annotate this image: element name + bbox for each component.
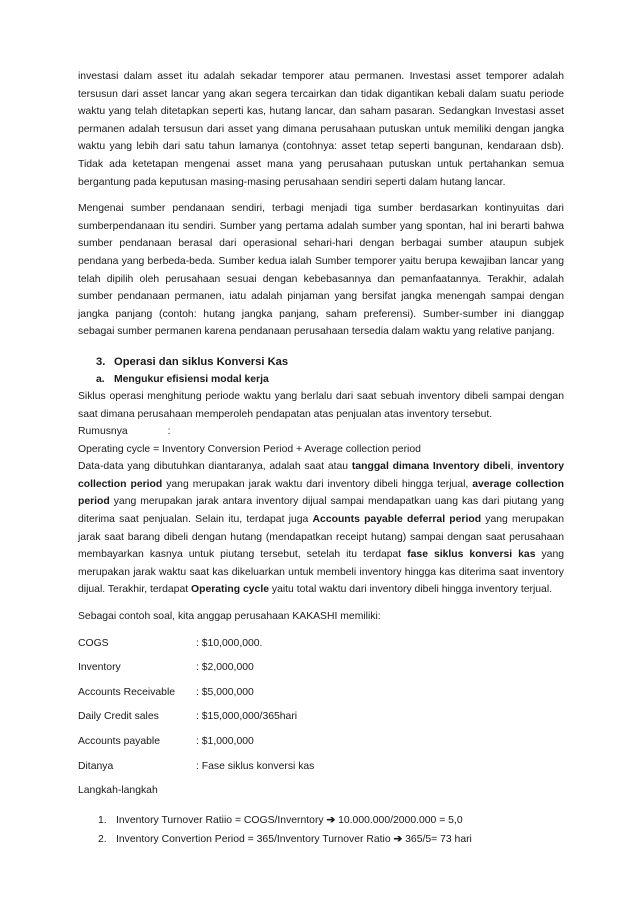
rumus-line — [78, 423, 564, 441]
example-row — [78, 708, 564, 726]
data-text-1: Data-data yang dibutuhkan diantaranya, adalah saat atau — [78, 461, 352, 473]
step-left: Inventory Convertion Period = 365/Inventory Turnover Ratio — [116, 834, 394, 846]
step-number: 1. — [98, 814, 107, 826]
example-row — [78, 733, 564, 751]
subsection-a-title: Mengukur efisiensi modal kerja — [114, 373, 269, 385]
example-key: COGS — [78, 637, 109, 649]
data-text-5: yang merupakan jarak saat barang dibeli dengan hutang (mendapatkan receipt hutang) sampai dengan saat perusahaan membayarkan kasnya untuk piutang tersebut, setelah itu terdapat — [78, 514, 564, 561]
example-key: Ditanya — [78, 760, 114, 772]
example-key: Accounts Receivable — [78, 686, 176, 698]
rumus-label: Rumusnya — [78, 426, 128, 438]
operating-cycle-formula: Operating cycle = Inventory Conversion Period + Average collection period — [78, 443, 421, 455]
example-row — [78, 758, 564, 776]
example-value: : $15,000,000/365hari — [196, 711, 298, 723]
data-bold-3: average collection period — [78, 478, 565, 508]
subsection-a-number: a. — [96, 373, 105, 385]
example-row — [78, 684, 564, 702]
data-text-6: yang merupakan jarak waktu saat kas dikeluarkan untuk membeli inventory hingga kas diterima saat inventory dijual. Terakhir, terdapat — [78, 549, 565, 596]
data-bold-4: Accounts payable deferral period — [312, 514, 482, 526]
example-key: Daily Credit sales — [78, 711, 159, 723]
example-value: : $10,000,000. — [196, 637, 263, 649]
data-text-3: yang merupakan jarak waktu dari inventory dibeli hingga terjual, — [162, 478, 473, 490]
steps-list — [78, 812, 564, 849]
data-text-2: , — [510, 461, 518, 473]
step-number: 2. — [98, 834, 107, 846]
example-values — [78, 635, 564, 776]
step-item — [98, 831, 564, 849]
data-description — [78, 458, 564, 599]
example-key: Accounts payable — [78, 736, 161, 747]
example-row — [78, 635, 564, 653]
step-right: 10.000.000/2000.000 = 5,0 — [335, 814, 463, 826]
example-value: : $5,000,000 — [196, 686, 254, 698]
step-item — [98, 812, 564, 830]
section-3-title: Operasi dan siklus Konversi Kas — [114, 355, 289, 368]
section-3-number: 3. — [96, 355, 106, 368]
paragraph-sumber-pendanaan: Mengenai sumber pendanaan sendiri, terbagi menjadi tiga sumber berdasarkan kontinyuitas dari sumberpendanaan itu sendiri. Sumber yang pertama adalah sumber yang spontan, hal ini berarti bahwa sumber pendanaan berasal dari operasional sehari-hari dengan berbagai sumber ataupun subjek pendana yang berbeda-beda. Sumber kedua ialah Sumber temporer yaitu berupa kewajiban lancar yang telah dipilih oleh perusahaan sesuai dengan kebebasannya dan pemanfaatannya. Terakhir, adalah sumber pendanaan permanen, iatu adalah pinjaman yang bersifat jangka menengah sampai dengan jangka panjang (contoh: hutang jangka panjang, saham preferensi). Sumber-sumber ini dianggap sebagai sumber permanen karena pendanaan perusahaan tersedia dalam waktu yang relative panjang. — [78, 203, 564, 338]
data-bold-5: fase siklus konversi kas — [407, 549, 536, 561]
example-key: Inventory — [78, 662, 121, 674]
subsection-a-heading — [78, 371, 564, 388]
section-3-heading — [78, 353, 564, 371]
step-left: Inventory Turnover Ratiio = COGS/Inverntory — [116, 814, 327, 826]
example-intro: Sebagai contoh soal, kita anggap perusahaan KAKASHI memiliki: — [78, 611, 381, 623]
example-value: : $1,000,000 — [196, 736, 254, 747]
example-value: : $2,000,000 — [196, 662, 254, 674]
section-3-body — [78, 388, 564, 599]
paragraph-investasi: investasi dalam asset itu adalah sekadar temporer atau permanen. Investasi asset temporer adalah tersusun dari asset lancar yang akan segera tercairkan dan tidak digantikan kebali dalam suatu periode waktu yang telah ditetapkan seperti kas, hutang lancar, dan saham pasaran. Sedangkan Investasi asset permanen adalah tersusun dari asset yang dimana perusahaan putuskan untuk memiliki dengan jangka waktu yang lebih dari satu tahun lamanya (contohnya: asset tetap seperti bangunan, kendaraan dsb). Tidak ada ketetapan mengenai asset mana yang perusahaan putuskan untuk pertahankan semua bergantung pada keputusan masing-masing perusahaan sendiri seperti dalam hutang lancar. — [78, 71, 564, 188]
data-bold-1: tanggal dimana Inventory dibeli — [351, 461, 511, 473]
data-text-4: yang merupakan jarak antara inventory dijual sampai mendapatkan uang kas dari piutang yang diterima saat penjualan. Selain itu, terdapat juga — [78, 496, 564, 526]
data-bold-6: Operating cycle — [191, 584, 269, 596]
example-row — [78, 659, 564, 677]
rumus-colon: : — [167, 426, 171, 438]
arrow-right-icon: ➔ — [326, 814, 336, 826]
arrow-right-icon: ➔ — [393, 834, 403, 846]
data-text-7: yaitu total waktu dari inventory dibeli hingga inventory terjual. — [269, 584, 553, 596]
example-value: : Fase siklus konversi kas — [196, 760, 315, 772]
document-page — [78, 68, 564, 851]
steps-label: Langkah-langkah — [78, 785, 158, 797]
step-right: 365/5= 73 hari — [402, 834, 472, 846]
siklus-operasi-intro: Siklus operasi menghitung periode waktu yang berlalu dari saat sebuah inventory dibeli sampai dengan saat dimana perusahaan memperoleh pendapatan atas penjualan atas inventory tersebut. — [78, 390, 564, 420]
data-bold-2: inventory collection period — [78, 461, 565, 490]
